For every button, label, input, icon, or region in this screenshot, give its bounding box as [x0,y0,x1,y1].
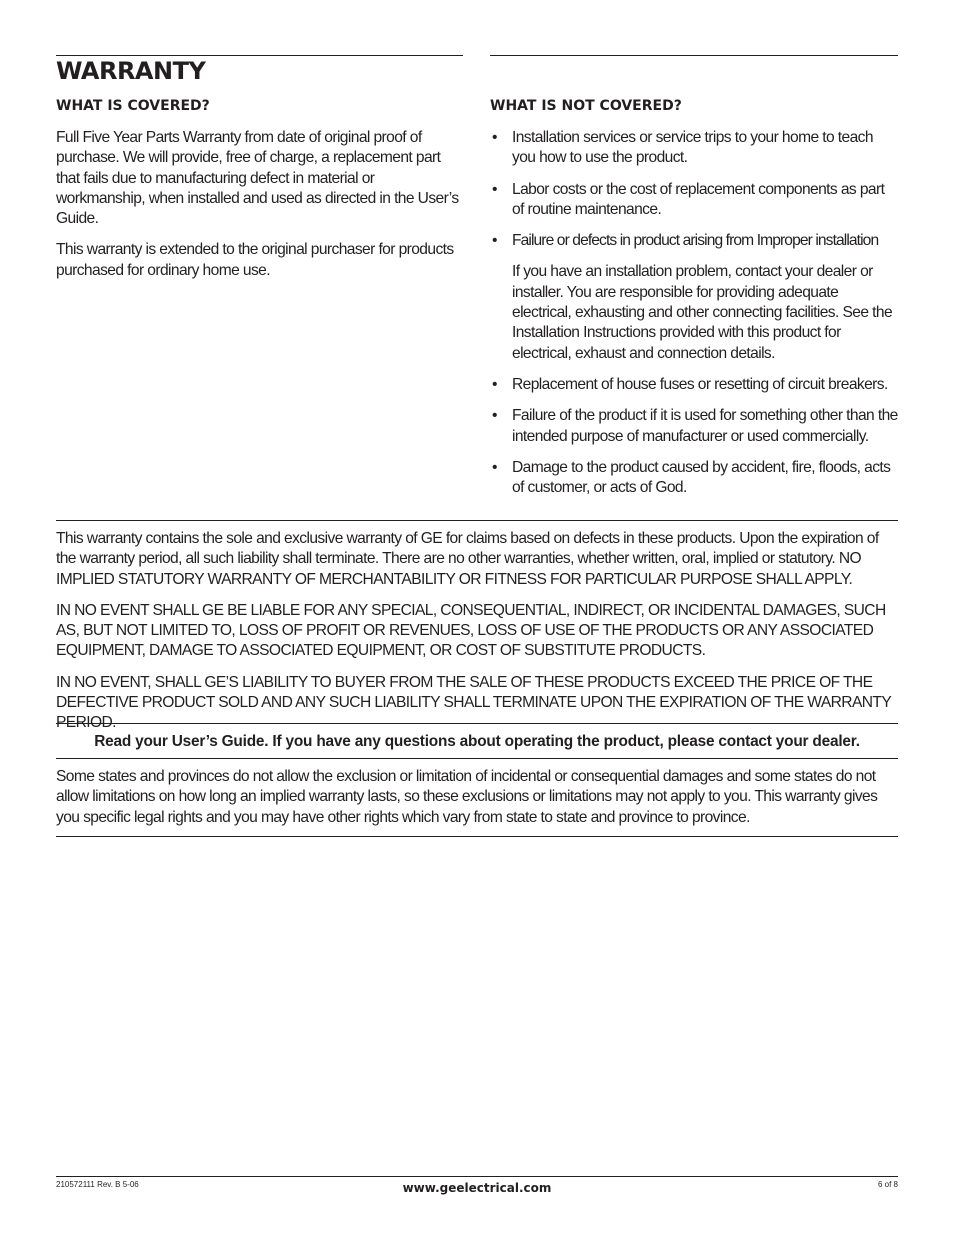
state-rights-section [56,767,898,828]
page-title: WARRANTY [56,57,206,85]
state-rights-paragraph: Some states and provinces do not allow the exclusion or limitation of incidental or consequential damages and some states do not allow limitations on how long an implied warranty lasts, so these exclusions or limitations may not apply to you. This warranty gives you specific legal rights and you may have other rights which vary from state to state and province to province. [56,768,878,826]
divider [56,520,898,521]
footer-rule [56,1176,898,1177]
list-item-text: Failure or defects in product arising from Improper installation [512,232,879,250]
bullet-icon: • [492,232,497,250]
divider [56,836,898,837]
list-item-text: Damage to the product caused by accident, fire, floods, acts of customer, or acts of God. [512,458,891,497]
divider [56,758,898,759]
disclaimer-section [56,529,898,734]
disclaimer-paragraph: This warranty contains the sole and exclusive warranty of GE for claims based on defects in these products. Upon the expiration of the warranty period, all such liability shall terminate. There are no other warranties, whether written, oral, implied or statutory. NO IMPLIED STATUTORY WARRANTY OF MERCHANTABILITY OR FITNESS FOR PARTICULAR PURPOSE SHALL APPLY. [56,530,879,588]
disclaimer-paragraph: IN NO EVENT, SHALL GE’S LIABILITY TO BUYER FROM THE SALE OF THESE PRODUCTS EXCEED THE PRICE OF THE DEFECTIVE PRODUCT SOLD AND ANY SUCH LIABILITY SHALL TERMINATE UPON THE EXPIRATION OF THE WARRANTY PERIOD. [56,673,891,732]
bullet-icon: • [492,375,497,393]
list-item [490,375,898,395]
not-covered-heading: WHAT IS NOT COVERED? [490,98,682,114]
list-item-text: Failure of the product if it is used for something other than the intended purpose of manufacturer or used commercially. [512,407,898,445]
list-item [490,128,898,169]
installation-note: If you have an installation problem, contact your dealer or installer. You are responsible for providing adequate electrical, exhausting and other connecting facilities. See the Installation Instructions provided with this product for electrical, exhaust and connection details. [512,263,893,362]
list-item [490,231,898,364]
covered-paragraph: This warranty is extended to the original purchaser for products purchased for ordinary home use. [56,241,454,279]
disclaimer-paragraph: IN NO EVENT SHALL GE BE LIABLE FOR ANY SPECIAL, CONSEQUENTIAL, INDIRECT, OR INCIDENTAL DAMAGES, SUCH AS, BUT NOT LIMITED TO, LOSS OF PROFIT OR REVENUES, LOSS OF USE OF THE PRODUCTS OR ANY ASSOCIATED EQUIPMENT, DAMAGE TO ASSOCIATED EQUIPMENT, OR COST OF SUBSTITUTE PRODUCTS. [56,601,886,660]
bullet-icon: • [492,458,497,476]
page-number: 6 of 8 [877,1180,898,1189]
bullet-icon: • [492,180,497,198]
list-item [490,458,898,499]
not-covered-list [490,128,898,498]
bullet-icon: • [492,129,497,146]
website-link[interactable]: www.geelectrical.com [402,1181,552,1195]
document-number: 210572111 Rev. B 5-06 [56,1180,139,1189]
bullet-icon: • [492,407,497,425]
top-rule-right [490,55,898,56]
covered-paragraph: Full Five Year Parts Warranty from date of original proof of purchase. We will provide, free of charge, a replacement part that fails due to manufacturing defect in material or workmanship, when installed and used as directed in the User’s Guide. [56,129,459,228]
not-covered-section [490,97,898,498]
covered-section [56,97,464,281]
list-item-text: Replacement of house fuses or resetting of circuit breakers. [512,375,888,393]
divider [56,723,898,724]
top-rule-left [56,55,463,56]
list-item-text: Labor costs or the cost of replacement components as part of routine maintenance. [512,180,885,218]
list-item-text: Installation services or service trips to your home to teach you how to use the product. [512,129,873,167]
list-item [490,180,898,221]
list-item [490,406,898,447]
covered-heading: WHAT IS COVERED? [56,98,210,114]
dealer-notice: Read your User’s Guide. If you have any questions about operating the product, please contact your dealer. [94,733,860,750]
